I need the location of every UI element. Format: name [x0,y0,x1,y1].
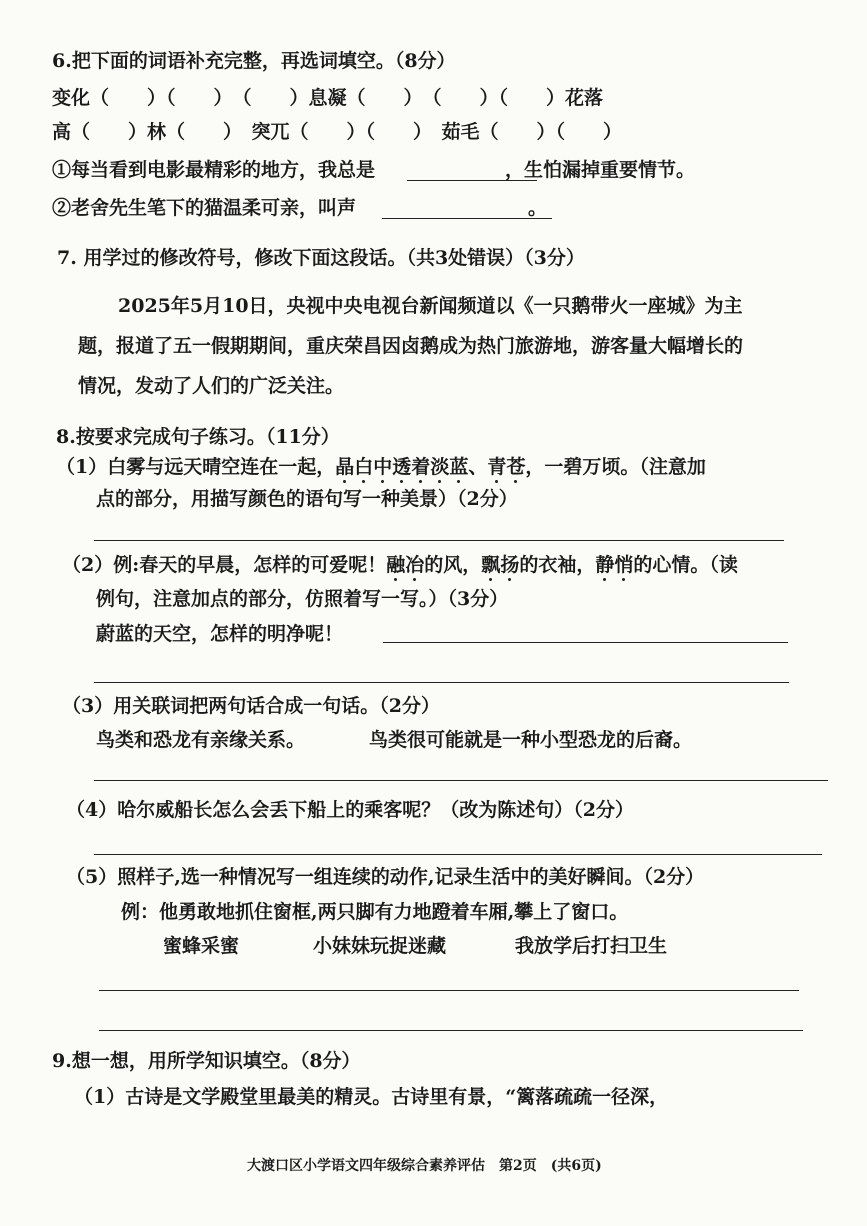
q8-s2-dotted-1 [386,554,424,576]
q6-s2-tail: 。 [528,197,548,219]
q8-s1-text-a: （1）白雾与远天晴空连在一起， [56,456,336,478]
q8-s5-option-1: 蜜蜂采蜜 [163,935,240,957]
emphasis-char: 淡 [430,456,450,478]
q9-s1-line-1: （1）古诗是文学殿堂里最美的精灵。古诗里有景，“篱落疏疏一径深， [74,1086,669,1108]
q8-s4-answer-line[interactable] [94,854,822,855]
q6-word-row-2: 高（ ）林（ ） 突兀（ ）（ ） 茹毛（ ）（ ） [52,121,623,143]
q8-s1-dotted-text [335,456,525,478]
q6-s2-answer-line [382,218,552,219]
emphasis-char: 静 [595,554,615,576]
q8-s5-option-2: 小妹妹玩捉迷藏 [313,935,447,957]
q8-s1-line-1 [56,458,706,477]
q8-s3-sentence-a: 鸟类和恐龙有亲缘关系。 [96,729,306,751]
q6-sentence-2 [52,199,547,218]
q8-s1-text-b: ，一碧万顷。（注意加 [525,456,706,478]
q8-s5-answer-line-2[interactable] [99,1030,803,1031]
emphasis-char: 悄 [614,554,634,576]
emphasis-char: 透 [392,456,412,478]
q8-s2-text-a: （2）例:春天的早晨，怎样的可爱呢！ [62,554,387,576]
emphasis-char: 、 [468,456,488,478]
q8-s2-answer-line-1[interactable] [383,642,788,643]
q8-s5-example: 例：他勇敢地抓住窗框,两只脚有力地蹬着车厢,攀上了窗口。 [121,901,629,923]
q8-s1-answer-line[interactable] [94,540,784,541]
emphasis-char: 晶 [335,456,355,478]
emphasis-char: 融 [386,554,406,576]
emphasis-char: 飘 [481,554,501,576]
q8-s5-title: （5）照样子,选一种情况写一组连续的动作,记录生活中的美好瞬间。（2分） [66,866,705,888]
q6-s1-tail: ，生怕漏掉重要情节。 [505,159,696,181]
q8-s2-text-c: 的衣袖， [519,554,596,576]
page-footer: 大渡口区小学语文四年级综合素养评估 第2页 (共6页) [247,1158,602,1174]
emphasis-char: 苍 [506,456,526,478]
q7-paragraph-line-1: 2025年5月10日，央视中央电视台新闻频道以《一只鹅带火一座城》为主 [118,295,743,317]
q8-s2-prompt: 蔚蓝的天空，怎样的明净呢！ [96,623,344,645]
q8-s5-answer-line-1[interactable] [99,990,799,991]
q7-paragraph-line-3: 情况，发动了人们的广泛关注。 [78,375,345,397]
q9-title: 9.想一想，用所学知识填空。（8分） [52,1050,361,1072]
q8-s2-dotted-2 [481,554,519,576]
emphasis-char: 冶 [405,554,425,576]
q8-s2-line-1 [62,556,738,575]
q8-s2-answer-line-2[interactable] [94,682,789,683]
q6-word-row-1: 变化（ ）（ ） （ ）息凝（ ） （ ）（ ）花落 [52,87,604,109]
q6-sentence-1 [52,161,695,180]
q8-s1-line-2: 点的部分，用描写颜色的语句写一种美景）（2分） [96,488,518,510]
q8-s5-option-3: 我放学后打扫卫生 [515,935,668,957]
q7-paragraph-line-2: 题，报道了五一假期期间，重庆荣昌因卤鹅成为热门旅游地，游客量大幅增长的 [78,335,744,357]
q8-s4-title: （4）哈尔威船长怎么会丢下船上的乘客呢？（改为陈述句）（2分） [66,799,634,821]
emphasis-char: 青 [487,456,507,478]
emphasis-char: 中 [373,456,393,478]
emphasis-char: 白 [354,456,374,478]
q6-title: 6.把下面的词语补充完整，再选词填空。（8分） [52,50,456,72]
emphasis-char: 蓝 [449,456,469,478]
q8-s3-title: （3）用关联词把两句话合成一句话。（2分） [62,695,440,717]
q8-s2-line-2: 例句，注意加点的部分，仿照着写一写。）（3分） [96,588,509,610]
q8-s3-sentence-b: 鸟类很可能就是一种小型恐龙的后裔。 [369,729,693,751]
q6-s2-text: ②老舍先生笔下的猫温柔可亲，叫声 [52,197,357,219]
emphasis-char: 扬 [500,554,520,576]
q8-s2-text-d: 的心情。（读 [633,554,738,576]
q6-s1-text: ①每当看到电影最精彩的地方，我总是 [52,159,376,181]
q8-s3-answer-line[interactable] [94,780,828,781]
q6-s1-answer-line [407,180,537,181]
q8-title: 8.按要求完成句子练习。（11分） [56,426,340,448]
q7-title: 7. 用学过的修改符号，修改下面这段话。（共3处错误）（3分） [57,247,585,269]
emphasis-char: 着 [411,456,431,478]
q8-s2-dotted-3 [595,554,633,576]
q8-s2-text-b: 的风， [424,554,482,576]
